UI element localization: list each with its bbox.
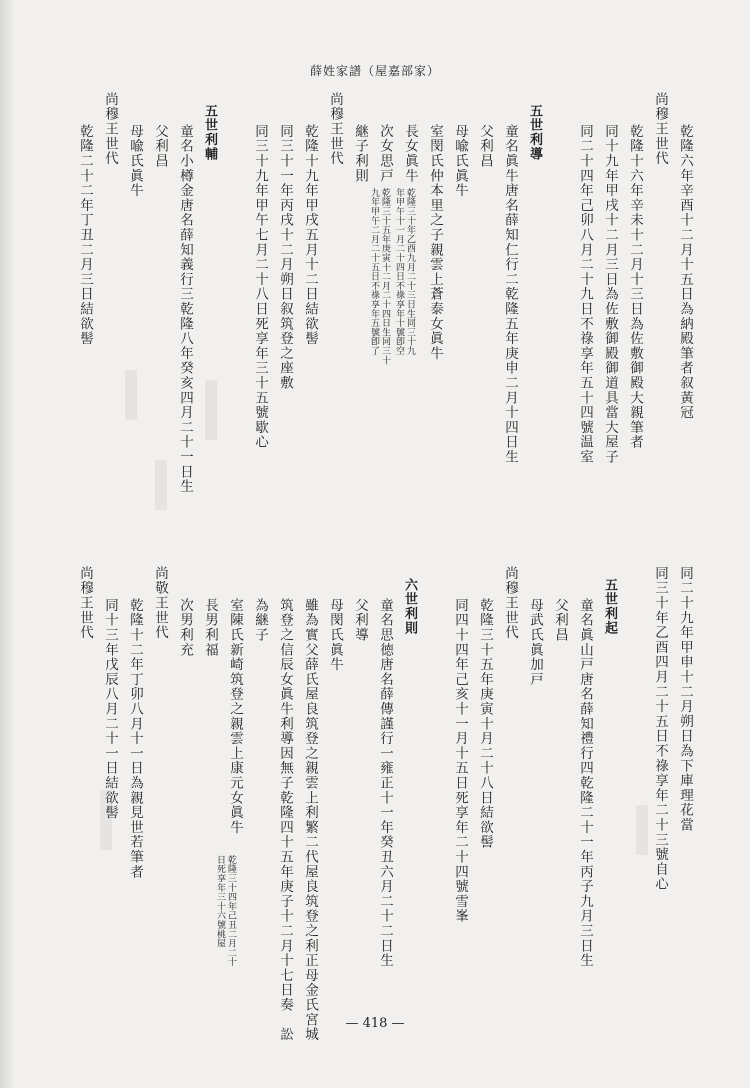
text-column: 次女思戸 bbox=[377, 124, 393, 184]
text-column: 乾隆六年辛酉十二月十五日為納殿筆者叙黃冠 bbox=[677, 124, 693, 420]
text-column: 童名小樽金唐名薛知義行三乾隆八年癸亥四月二十一日生 bbox=[177, 124, 193, 494]
text-column: 父利昌 bbox=[152, 124, 168, 169]
text-column: 同三十九年甲午七月二十八日死享年三十五號歇心 bbox=[252, 124, 268, 450]
text-column: 父利昌 bbox=[477, 124, 493, 169]
text-column: 父利導 bbox=[352, 598, 368, 643]
bleed-mark bbox=[155, 460, 167, 510]
text-column: 室閔氏仲本里之子親雲上蒼泰女眞牛 bbox=[427, 124, 443, 361]
text-column: 尚穆王世代 bbox=[502, 566, 518, 640]
annotation-line: 年甲午十一月二十四日不祿享年十號卽空 bbox=[394, 188, 404, 356]
annotation-younger-daughter bbox=[369, 188, 390, 365]
text-column: 筑登之信辰女眞牛利導因無子乾隆四十五年庚子十二月十七日奏 訟 bbox=[277, 598, 293, 1042]
text-column: 尚穆王世代 bbox=[77, 566, 93, 640]
text-column: 童名思徳唐名薛傳謹行一雍正十一年癸丑六月二十二日生 bbox=[377, 598, 393, 968]
text-column: 母喩氏眞牛 bbox=[127, 124, 143, 198]
text-column: 同三十年乙酉四月二十五日不祿享年二十三號自心 bbox=[652, 566, 668, 892]
text-column: 童名眞山戸唐名薛知禮行四乾隆二十一年丙子九月三日生 bbox=[577, 598, 593, 968]
annotation-line: 乾隆三十年乙酉九月二十三日生同三十九 bbox=[405, 188, 415, 356]
text-column: 乾隆十九年甲戌五月十二日結欲髻 bbox=[302, 124, 318, 346]
page-shadow bbox=[0, 0, 14, 1088]
text-column: 同十三年戊辰八月二十一日結欲髻 bbox=[102, 598, 118, 820]
bleed-mark bbox=[205, 380, 217, 440]
text-column: 同三十一年丙戌十二月朔日叙筑登之座敷 bbox=[277, 124, 293, 391]
text-column: 乾隆三十五年庚寅十月二十八日結欲髻 bbox=[477, 598, 493, 850]
text-column: 乾隆十六年辛未十二月十三日為佐敷御殿大親筆者 bbox=[627, 124, 643, 450]
text-column: 母武氏眞加戸 bbox=[527, 598, 543, 687]
text-column: 同二十四年己卯八月二十九日不祿享年五十四號温室 bbox=[577, 124, 593, 465]
text-column: 父利昌 bbox=[552, 598, 568, 643]
text-column: 継子利則 bbox=[352, 124, 368, 184]
annotation-elder-daughter bbox=[394, 188, 415, 355]
text-column: 乾隆二十二年丁丑二月三日結欲髻 bbox=[77, 124, 93, 346]
text-column: 尚敬王世代 bbox=[152, 566, 168, 640]
text-column: 長男利福 bbox=[202, 598, 218, 658]
bleed-mark bbox=[636, 805, 648, 855]
text-column: 為継子 bbox=[252, 598, 268, 643]
text-column: 同二十九年甲申十二月朔日為下庫理花當 bbox=[677, 566, 693, 833]
text-column: 尚穆王世代 bbox=[327, 92, 343, 166]
text-column: 雖為實父薛氏屋良筑登之親雲上利繁二代屋良筑登之利正母金氏宮城 bbox=[302, 598, 318, 1042]
text-column: 長女眞牛 bbox=[402, 124, 418, 184]
text-column: 尚穆王世代 bbox=[652, 92, 668, 166]
text-column: 乾隆十二年丁卯八月十一日為親見世若筆者 bbox=[127, 598, 143, 880]
section-heading: 五世利起 bbox=[602, 578, 617, 636]
bleed-mark bbox=[125, 370, 137, 420]
section-heading: 五世利導 bbox=[527, 104, 542, 162]
text-column: 母喩氏眞牛 bbox=[452, 124, 468, 198]
text-column: 同四十四年己亥十一月十五日死享年二十四號雪峯 bbox=[452, 598, 468, 924]
annotation-line: 乾隆三十五年庚寅十二月二十四日生同三十 bbox=[380, 188, 390, 365]
section-heading: 六世利則 bbox=[402, 578, 417, 636]
text-column: 尚穆王世代 bbox=[102, 92, 118, 166]
annotation-line: 九年甲午二月二十五日不祿享年五號卽了 bbox=[369, 188, 379, 356]
section-heading: 五世利輔 bbox=[202, 104, 217, 162]
text-column: 童名眞牛唐名薛知仁行二乾隆五年庚申二月十四日生 bbox=[502, 124, 518, 465]
text-column: 室陳氏新崎筑登之親雲上康元女眞牛 bbox=[227, 598, 243, 835]
annotation-wife bbox=[215, 855, 236, 967]
text-column: 母閔氏眞牛 bbox=[327, 598, 343, 672]
text-column: 同十九年甲戌十二月三日為佐敷御殿御道具當大屋子 bbox=[602, 124, 618, 465]
text-column: 次男利充 bbox=[177, 598, 193, 658]
page-header: 薛姓家譜（屋嘉部家） bbox=[309, 64, 440, 78]
annotation-line: 日死享年三十六號桃屋 bbox=[215, 855, 225, 948]
annotation-line: 乾隆三十四年己丑二月二十 bbox=[226, 855, 236, 967]
page-number: — 418 — bbox=[345, 1016, 405, 1031]
